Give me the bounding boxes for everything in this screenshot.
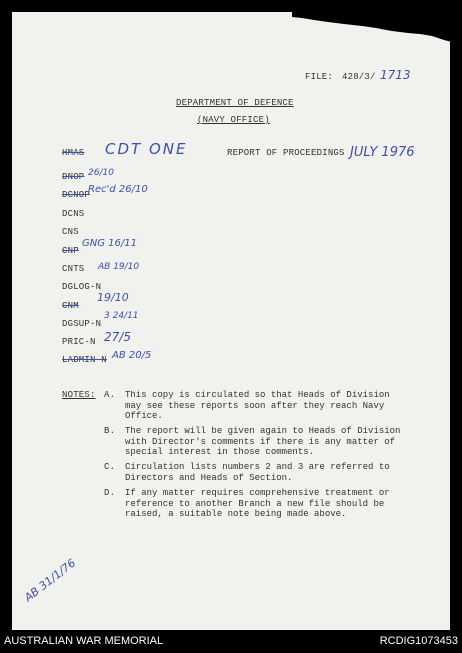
dist-annotation: Rec'd 26/10 [88, 184, 148, 195]
dist-code: DGLOG-N [62, 282, 102, 292]
note-text: If any matter requires comprehensive treatment or reference to another Branch a new file should be raised, a suitable note being made above. [125, 488, 390, 519]
report-label: REPORT OF PROCEEDINGS [227, 148, 345, 158]
dist-annotation: GNG 16/11 [82, 238, 137, 249]
note-text: This copy is circulated so that Heads of Division may see these reports soon after they reach Navy Office. [125, 390, 390, 421]
footer-left: AUSTRALIAN WAR MEMORIAL [4, 635, 164, 647]
torn-corner [292, 12, 462, 52]
file-number-handwritten: 1713 [380, 68, 411, 82]
file-number: 428/3/ [342, 72, 376, 82]
dist-annotation: 3 24/11 [104, 311, 139, 321]
file-label: FILE: [305, 72, 334, 82]
note-text: The report will be given again to Heads of Division with Director's comments if there is any matter of special interest in those comments. [125, 426, 401, 457]
dist-code: DGSUP-N [62, 319, 102, 329]
ship-name-handwritten: CDT ONE [105, 140, 188, 158]
footer-right: RCDIG1073453 [379, 635, 458, 647]
dist-annotation: AB 20/5 [112, 350, 152, 361]
dist-code: CNS [62, 227, 79, 237]
dist-annotation: 27/5 [104, 330, 131, 344]
dist-code: LADMIN-N [62, 355, 107, 365]
note-letter: D. [104, 488, 116, 498]
department-heading: DEPARTMENT OF DEFENCE [176, 98, 294, 108]
bottom-annotation: AB 31/1/76 [22, 556, 79, 605]
dist-code: CNM [62, 301, 79, 311]
dist-code: CNTS [62, 264, 85, 274]
dist-code: PRIC-N [62, 337, 96, 347]
hmas-label: HMAS [62, 148, 85, 158]
notes-label: NOTES: [62, 390, 96, 400]
note-letter: C. [104, 462, 116, 472]
month-handwritten: JULY 1976 [350, 145, 415, 160]
note-letter: B. [104, 426, 116, 436]
archive-footer [0, 630, 462, 653]
document-page [12, 12, 450, 630]
dist-annotation: AB 19/10 [98, 262, 140, 272]
dist-code: CNP [62, 246, 79, 256]
dist-code: DGNOP [62, 190, 91, 200]
dist-code: DCNS [62, 209, 85, 219]
dist-annotation: 19/10 [97, 291, 129, 304]
office-heading: (NAVY OFFICE) [197, 115, 270, 125]
dist-code: DNOP [62, 172, 85, 182]
note-letter: A. [104, 390, 116, 400]
dist-annotation: 26/10 [88, 168, 114, 178]
note-text: Circulation lists numbers 2 and 3 are referred to Directors and Heads of Section. [125, 462, 390, 483]
